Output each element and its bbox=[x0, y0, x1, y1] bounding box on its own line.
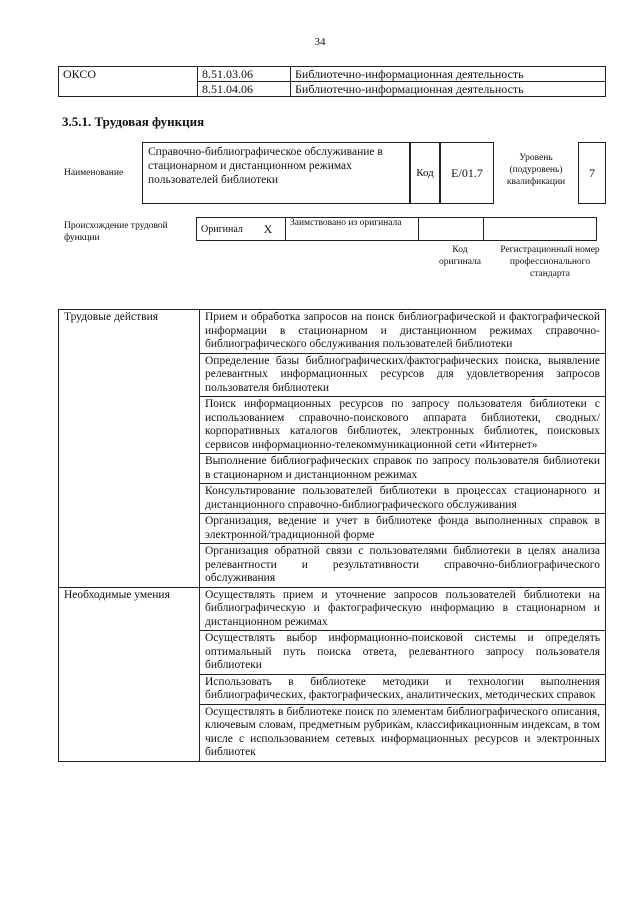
skill-item: Осуществлять прием и уточнение запросов пользователей библиотеки на библиографическую и фактографическую информацию в стационарном и дистанционном режимах bbox=[200, 587, 606, 631]
labor-action-item: Выполнение библиографических справок по запросу пользователя библиотеки в стационарном и дистанционном режимах bbox=[200, 454, 606, 484]
okso-label: ОКСО bbox=[59, 67, 198, 97]
code-original-cell bbox=[419, 218, 484, 241]
code-label: Код bbox=[410, 142, 440, 204]
okso-name: Библиотечно-информационная деятельность bbox=[291, 82, 606, 97]
section-title: 3.5.1. Трудовая функция bbox=[62, 114, 205, 129]
skill-item: Использовать в библиотеке методики и технологии выполнения библиографических, фактографических, аналитических, методических справок bbox=[200, 674, 606, 704]
okso-code: 8.51.03.06 bbox=[198, 67, 291, 82]
function-code: E/01.7 bbox=[440, 142, 494, 204]
origin-label: Происхождение трудовой функции bbox=[64, 221, 168, 243]
labor-action-item: Консультирование пользователей библиотеки в процессах стационарного и дистанционного справочно-библиографического обслуживания bbox=[200, 484, 606, 514]
reg-number-label: Регистрационный номер профессионального стандарта bbox=[500, 245, 600, 279]
okso-row bbox=[59, 67, 606, 82]
labor-action-item: Определение базы библиографических/фактографических поиска, выявление релевантных информационных ресурсов для удовлетворения запросов пользователя библиотеки bbox=[200, 353, 606, 397]
function-name: Справочно-библиографическое обслуживание в стационарном и дистанционном режимах пользователей библиотеки bbox=[142, 142, 410, 204]
skill-item: Осуществлять выбор информационно-поисковой системы и определять оптимальный путь поиска ответа, релевантного запросу пользователя библиотеки bbox=[200, 631, 606, 675]
origin-table bbox=[196, 217, 597, 241]
level-label: Уровень (подуровень) квалификации bbox=[506, 153, 566, 187]
borrowed-label: Заимствовано из оригинала bbox=[286, 218, 419, 241]
functions-table bbox=[58, 309, 606, 762]
labor-action-item: Поиск информационных ресурсов по запросу пользователя библиотеки с использованием справочно-поискового аппарата библиотеки, сводных/корпоративных каталогов библиотек, электронных библиотек, поисковых сервисов информационно-телекоммуникационной сети «Интернет» bbox=[200, 397, 606, 454]
name-label: Наименование bbox=[64, 168, 124, 178]
reg-number-cell bbox=[484, 218, 597, 241]
labor-action-item: Организация обратной связи с пользователями библиотеки в целях анализа релевантности и результативности справочно-библиографического обслуживания bbox=[200, 544, 606, 588]
okso-table bbox=[58, 66, 606, 97]
original-label: Оригинал bbox=[197, 218, 252, 241]
labor-actions-label: Трудовые действия bbox=[59, 310, 200, 588]
skill-item: Осуществлять в библиотеке поиск по элементам библиографического описания, ключевым словам, предметным рубрикам, классификационным индексам, в том числе с использованием сетевых информационных ресурсов и электронных библиотек bbox=[200, 704, 606, 761]
okso-code: 8.51.04.06 bbox=[198, 82, 291, 97]
code-original-label: Код оригинала bbox=[439, 245, 481, 267]
level-value: 7 bbox=[578, 142, 606, 204]
labor-action-item: Прием и обработка запросов на поиск библиографической и фактографической информации в стационарном и дистанционном режимах справочно-библиографического обслуживания пользователей библиотеки bbox=[200, 310, 606, 354]
original-mark: X bbox=[251, 218, 286, 241]
labor-action-item: Организация, ведение и учет в библиотеке фонда выполненных справок в электронной/традиционной форме bbox=[200, 514, 606, 544]
table-row bbox=[59, 310, 606, 354]
skills-label: Необходимые умения bbox=[59, 587, 200, 761]
origin-row bbox=[197, 218, 597, 241]
table-row bbox=[59, 587, 606, 631]
page-number: 34 bbox=[314, 36, 326, 48]
okso-name: Библиотечно-информационная деятельность bbox=[291, 67, 606, 82]
